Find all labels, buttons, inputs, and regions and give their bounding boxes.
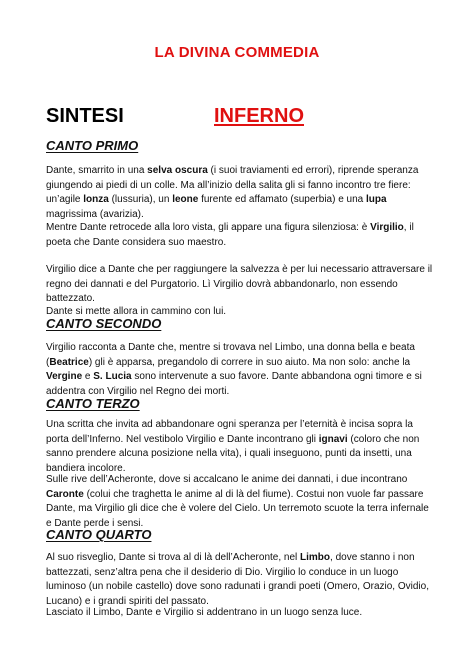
bold-term: Virgilio [370,222,404,233]
text-run: e [82,371,94,383]
text-run: Sulle rive dell’Acheronte, dove si accalcano le anime dei dannati, i due incontrano [46,474,408,485]
text-run: (i suoi traviamenti ed errori), riprende speranza giungendo ai piedi di un colle. Ma all’inizio della salita gli si fanno incontro tre fiere: un’agile [46,165,419,206]
canto-quarto-paragraph-1 [46,551,436,609]
canto-terzo-heading: CANTO TERZO [46,396,140,411]
bold-term: selva oscura [147,165,208,176]
bold-term: lupa [366,194,387,206]
bold-term: Limbo [300,552,331,563]
text-run: Virgilio dice a Dante che per raggiungere la salvezza è per lui necessario attraversare il regno dei dannati e del Purgatorio. Lì Virgilio dovrà abbandonarlo, non essendo battezzato. [46,264,433,305]
bold-term: leone [172,194,199,206]
canto-terzo-paragraph-1 [46,418,436,476]
bold-term: lonza [83,194,109,206]
text-run: Al suo risveglio, Dante si trova al di là dell’Acheronte, nel [46,552,301,563]
text-run: magrissima (avarizia). [46,208,144,220]
text-run: , il poeta che Dante considera suo maestro. [46,222,414,248]
text-run: sono intervenute a suo favore. Dante abbandona ogni timore e si addentra con Virgilio nel Regno dei morti. [46,371,422,397]
canto-primo-paragraph-3 [46,263,436,307]
sintesi-heading: SINTESI [46,105,124,127]
canto-quarto-paragraph-2 [46,606,436,621]
canto-quarto-heading: CANTO QUARTO [46,527,152,542]
text-run: Dante si mette allora in cammino con lui. [46,306,227,317]
bold-term: Caronte [46,488,84,500]
text-run: (colui che traghetta le anime al di là del fiume). Costui non vuole far passare Dante, ma Virgilio gli dice che è volere del Cielo. Un terremoto scuote la terra infernale e Dante perde i sensi. [46,488,429,529]
canto-primo-paragraph-1 [46,164,436,222]
canto-secondo-heading: CANTO SECONDO [46,316,162,331]
text-run: Virgilio racconta a Dante che, mentre si trovava nel Limbo, una donna bella e beata ( [46,342,415,368]
text-run: Una scritta che invita ad abbandonare ogni speranza per l’eternità è incisa sopra la porta dell’Inferno. Nel vestibolo Virgilio e Dante incontrano gli [46,419,413,445]
text-run: Dante, smarrito in una [46,165,148,176]
text-run: furente ed affamato (superbia) e una [198,194,367,206]
bold-term: Beatrice [49,356,89,368]
inferno-heading: INFERNO [214,105,304,127]
text-run: (lussuria), un [108,194,173,206]
text-run: Mentre Dante retrocede alla loro vista, gli appare una figura silenziosa: è [46,222,371,233]
text-run: ) gli è apparsa, pregandolo di correre in suo aiuto. Ma non solo: anche la [88,356,411,368]
bold-term: Vergine [46,371,83,383]
canto-secondo-paragraph-1 [46,341,436,399]
bold-term: S. Lucia [93,371,132,383]
document-title: LA DIVINA COMMEDIA [154,44,320,61]
canto-primo-paragraph-2 [46,221,436,250]
text-run: (coloro che non sanno prendere alcuna posizione nella vita), i quali inseguono, punti da insetti, una bandiera incolore. [46,433,420,474]
text-run: , dove stanno i non battezzati, senz’altra pena che il desiderio di Dio. Virgilio lo conduce in un luogo luminoso (un nobile castello) dove sono radunati i grandi poeti (Omero, Orazio, Ovidio, Lucano) e i grandi spiriti del passato. [46,552,429,607]
canto-primo-heading: CANTO PRIMO [46,138,139,153]
canto-terzo-paragraph-2 [46,473,436,531]
text-run: Lasciato il Limbo, Dante e Virgilio si addentrano in un luogo senza luce. [46,607,363,618]
bold-term: ignavi [318,433,348,445]
